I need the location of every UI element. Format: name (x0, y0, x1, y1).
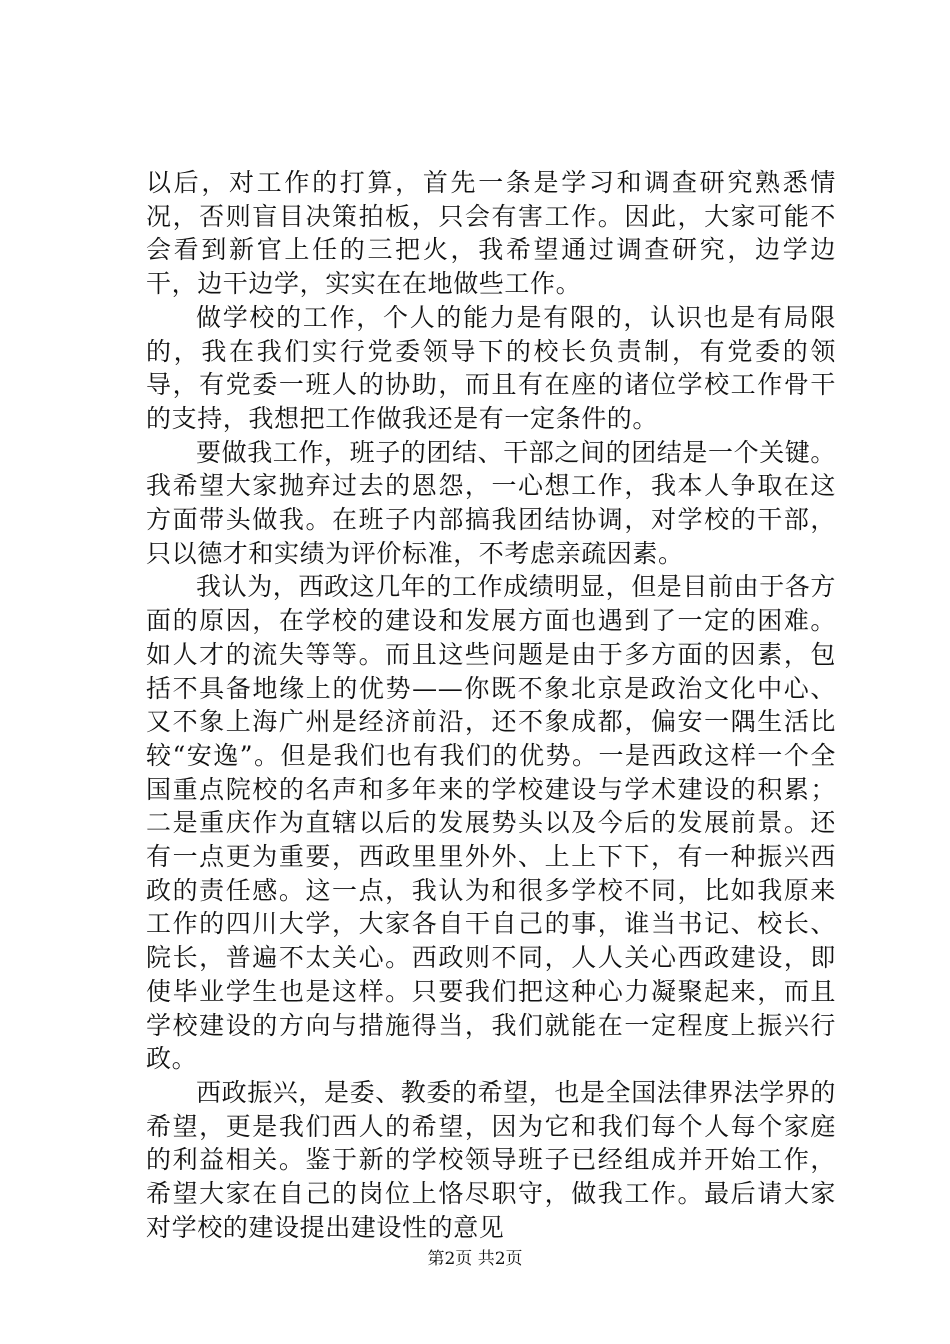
paragraph-situation: 我认为，西政这几年的工作成绩明显，但是目前由于各方面的原因，在学校的建设和发展方面也遇到了一定的困难。如人才的流失等等。而且这些问题是由于多方面的因素，包括不具备地缘上的优势——你既不象北京是政治文化中心、又不象上海广州是经济前沿，还不象成都，偏安一隅生活比较“安逸”。但是我们也有我们的优势。一是西政这样一个全国重点院校的名声和多年来的学校建设与学术建设的积累；二是重庆作为直辖以后的发展势头以及今后的发展前景。还有一点更为重要，西政里里外外、上上下下，有一种振兴西政的责任感。这一点，我认为和很多学校不同，比如我原来工作的四川大学，大家各自干自己的事，谁当书记、校长、院长，普遍不太关心。西政则不同，人人关心西政建设，即使毕业学生也是这样。只要我们把这种心力凝聚起来，而且学校建设的方向与措施得当，我们就能在一定程度上振兴行政。 (146, 572, 837, 1074)
paragraph-unity: 要做我工作，班子的团结、干部之间的团结是一个关键。我希望大家抛弃过去的恩怨，一心想工作，我本人争取在这方面带头做我。在班子内部搞我团结协调，对学校的干部，只以德才和实绩为评价标准，不考虑亲疏因素。 (146, 437, 837, 568)
page-footer: 第2页 共2页 (427, 1249, 523, 1269)
paragraph-team-support: 做学校的工作，个人的能力是有限的，认识也是有局限的，我在我们实行党委领导下的校长负责制，有党委的领导，有党委一班人的协助，而且有在座的诸位学校工作骨干的支持，我想把工作做我还是有一定条件的。 (146, 302, 836, 433)
document-body (146, 166, 836, 1245)
paragraph-continuation: 以后，对工作的打算，首先一条是学习和调查研究熟悉情况，否则盲目决策拍板，只会有害工作。因此，大家可能不会看到新官上任的三把火，我希望通过调查研究，边学边干，边干边学，实实在在地做些工作。 (146, 168, 836, 299)
paragraph-closing: 西政振兴，是委、教委的希望，也是全国法律界法学界的希望，更是我们西人的希望，因为它和我们每个人每个家庭的利益相关。鉴于新的学校领导班子已经组成并开始工作，希望大家在自己的岗位上恪尽职守，做我工作。最后请大家对学校的建设提出建设性的意见 (146, 1077, 837, 1242)
